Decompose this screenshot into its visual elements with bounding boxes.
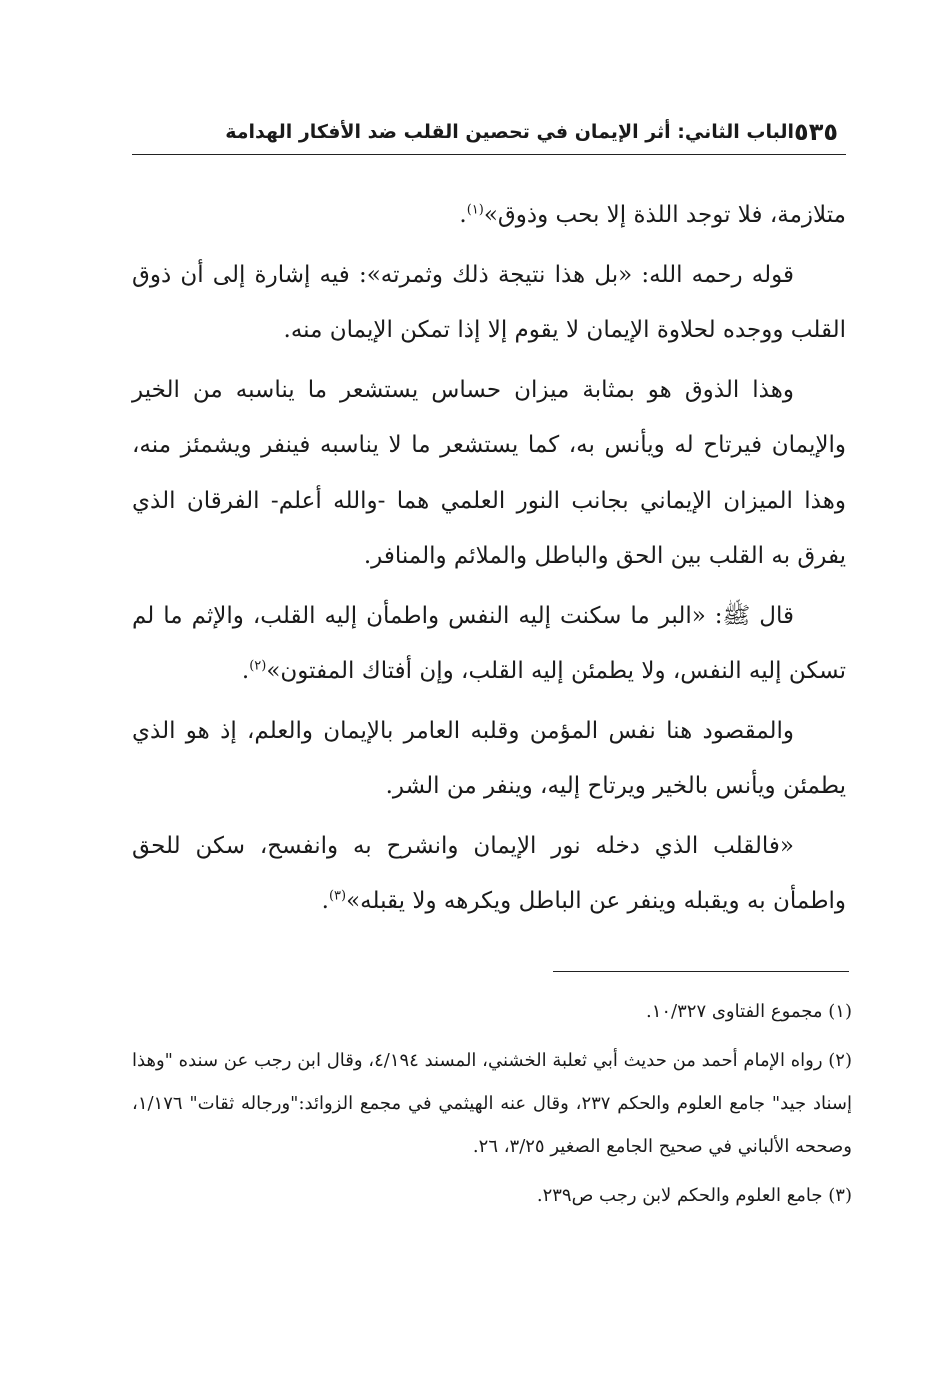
footnote-separator [553,971,849,972]
paragraph-4 [132,589,846,700]
footnotes [132,990,852,1223]
paragraph-1 [132,188,846,244]
footnote-1: (١) مجموع الفتاوى ١٠/٣٢٧. [645,1001,852,1022]
paragraph-6 [132,819,846,930]
paragraph-1-tail: . [459,202,467,228]
paragraph-3: وهذا الذوق هو بمثابة ميزان حساس يستشعر ما يناسبه من الخير والإيمان فيرتاح له ويأنس به، كما يستشعر ما لا يناسبه فينفر ويشمئز منه، وهذا الميزان الإيماني بجانب النور العلمي هما -والله أعلم- الفرقان الذي يفرق به القلب بين الحق والباطل والملائم والمنافر. [132,376,846,569]
page-header [132,112,846,152]
running-title: الباب الثاني: أثر الإيمان في تحصين القلب ضد الأفكار الهدامة [225,121,795,143]
footnote-ref-2: (٢) [249,658,267,674]
page-number: ٥٣٥ [794,118,838,146]
footnote-2: (٢) رواه الإمام أحمد من حديث أبي ثعلبة الخشني، المسند ٤/١٩٤، وقال ابن رجب عن سنده "وهذا إسناد جيد" جامع العلوم والحكم ٢٣٧، وقال عنه الهيثمي في مجمع الزوائد:"ورجاله ثقات" ١/١٧٦، وصححه الألباني في صحيح الجامع الصغير ٣/٢٥، ٢٦. [132,1050,853,1157]
header-rule [132,154,846,155]
paragraph-4-tail: . [241,658,250,684]
paragraph-4-text: قال ﷺ: «البر ما سكنت إليه النفس واطمأن إليه القلب، والإثم ما لم تسكن إليه النفس، ولا يطمئن إليه القلب، وإن أفتاك المفتون» [132,602,846,684]
paragraph-2: قوله رحمه الله: «بل هذا نتيجة ذلك وثمرته»: فيه إشارة إلى أن ذوق القلب ووجده لحلاوة الإيمان لا يقوم إلا إذا تمكن الإيمان منه. [132,261,846,343]
paragraph-6-text: «فالقلب الذي دخله نور الإيمان وانشرح به وانفسح، سكن للحق واطمأن به ويقبله وينفر عن الباطل ويكرهه ولا يقبله» [132,832,846,914]
footnote-3: (٣) جامع العلوم والحكم لابن رجب ص٢٣٩. [536,1185,852,1206]
footnote-ref-1: (١) [466,202,484,218]
footnote-ref-3: (٣) [328,888,347,904]
paragraph-6-tail: . [321,888,329,914]
paragraph-5: والمقصود هنا نفس المؤمن وقلبه العامر بالإيمان والعلم، إذ هو الذي يطمئن ويأنس بالخير ويرتاح إليه، وينفر من الشر. [132,717,846,799]
paragraph-1-text: متلازمة، فلا توجد اللذة إلا بحب وذوق» [483,202,846,228]
main-text [132,188,846,930]
